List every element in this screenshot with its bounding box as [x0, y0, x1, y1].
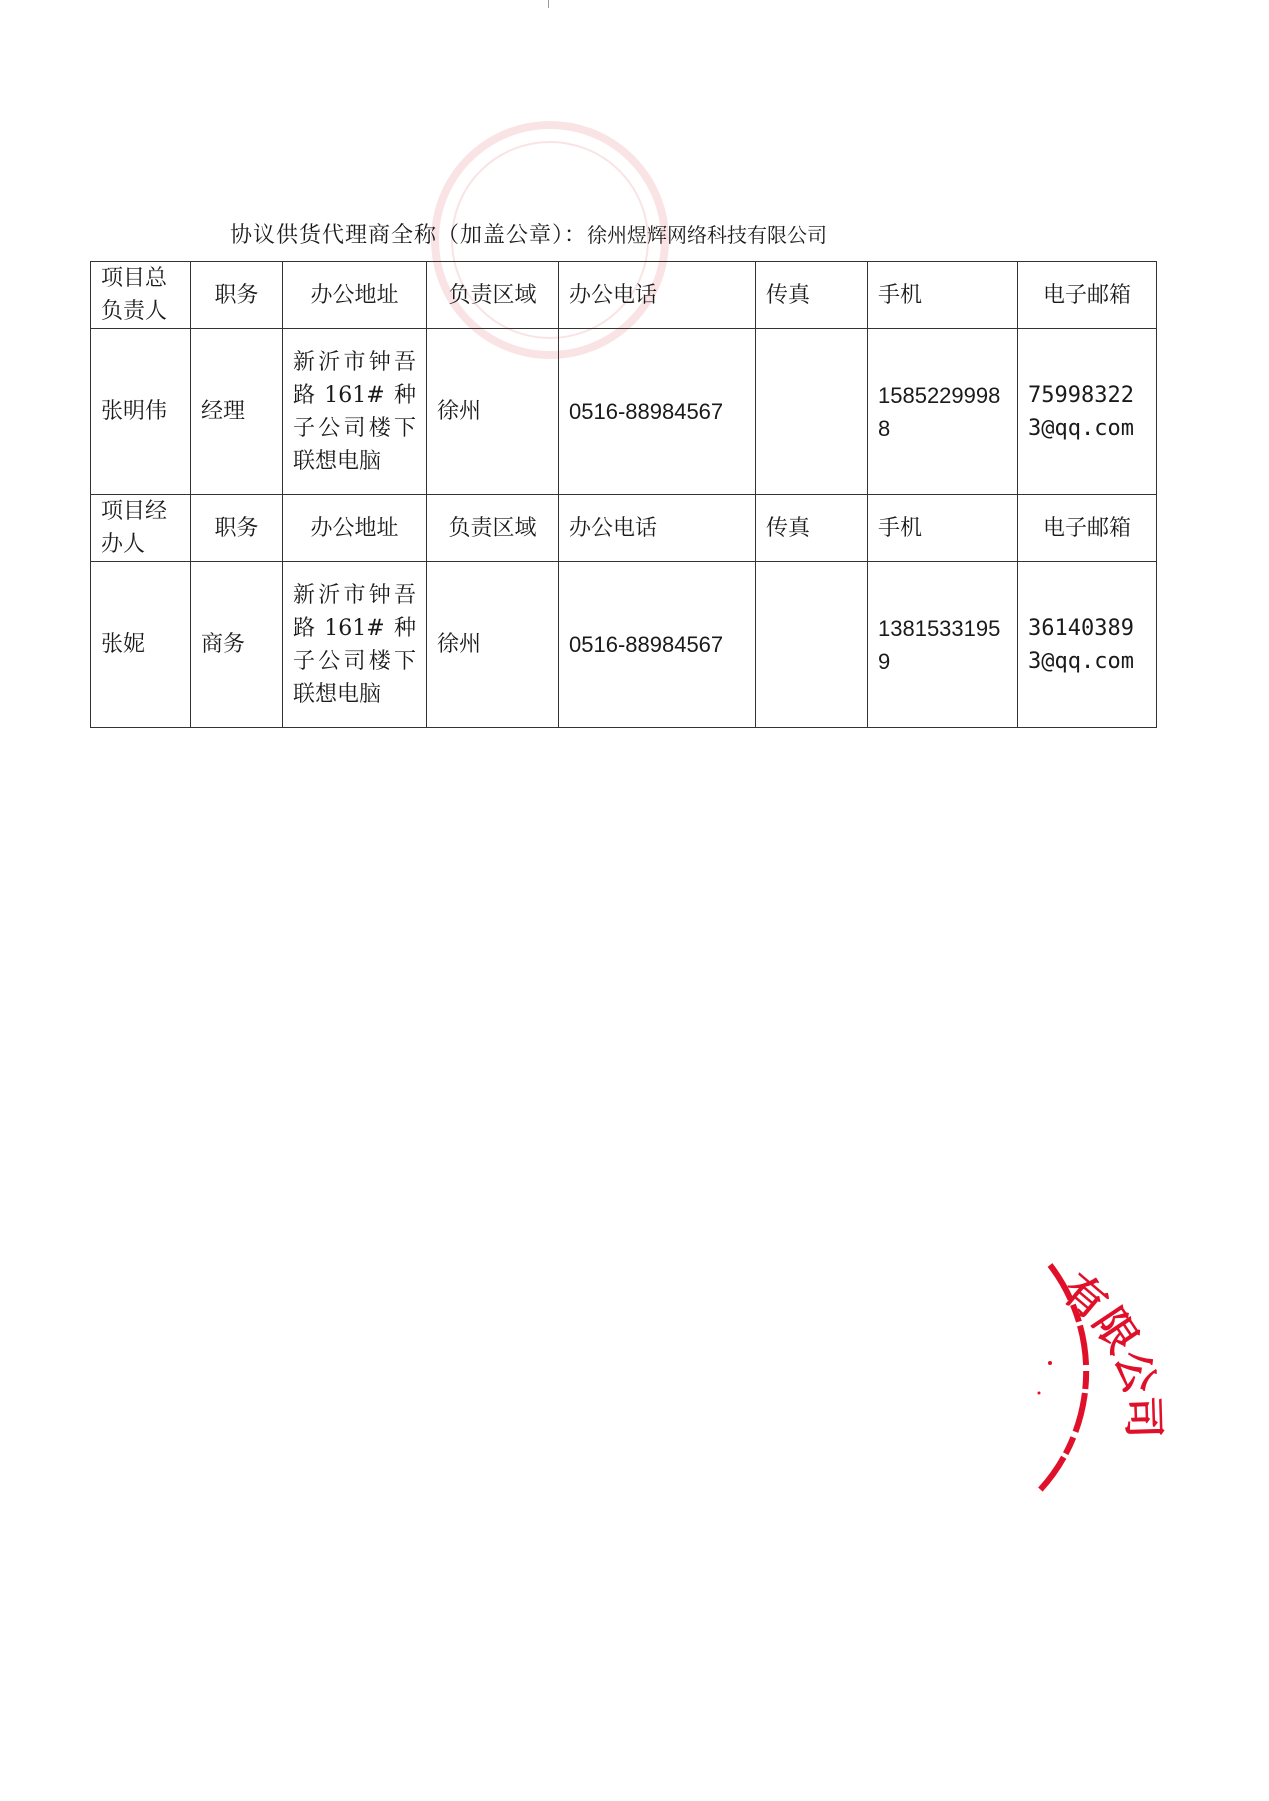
header-position: 职务 [191, 262, 283, 329]
table-header-row-2 [91, 495, 1157, 562]
header-fax-2: 传真 [756, 495, 868, 562]
table-header-row-1 [91, 262, 1157, 329]
manager-name: 张明伟 [91, 329, 191, 495]
header-address-2: 办公地址 [283, 495, 427, 562]
scan-mark [548, 0, 549, 8]
manager-email: 759983223@qq.com [1018, 329, 1157, 495]
manager-mobile: 15852299988 [868, 329, 1018, 495]
header-fax: 传真 [756, 262, 868, 329]
handler-name: 张妮 [91, 562, 191, 728]
header-email: 电子邮箱 [1018, 262, 1157, 329]
header-address: 办公地址 [283, 262, 427, 329]
manager-position: 经理 [191, 329, 283, 495]
handler-region: 徐州 [427, 562, 559, 728]
manager-address: 新沂市钟吾路161#种子公司楼下联想电脑 [283, 329, 427, 495]
manager-fax [756, 329, 868, 495]
page-title [230, 218, 827, 249]
table-row-handler [91, 562, 1157, 728]
header-role-2: 项目经办人 [91, 495, 191, 562]
handler-mobile: 13815331959 [868, 562, 1018, 728]
header-office-phone: 办公电话 [559, 262, 756, 329]
header-position-2: 职务 [191, 495, 283, 562]
contact-table [90, 261, 1157, 728]
header-office-phone-2: 办公电话 [559, 495, 756, 562]
table-row-manager [91, 329, 1157, 495]
handler-position: 商务 [191, 562, 283, 728]
manager-region: 徐州 [427, 329, 559, 495]
header-region-2: 负责区域 [427, 495, 559, 562]
header-role: 项目总负责人 [91, 262, 191, 329]
header-mobile: 手机 [868, 262, 1018, 329]
header-region: 负责区域 [427, 262, 559, 329]
stamp-text: 有限公司 [1053, 1264, 1169, 1439]
header-email-2: 电子邮箱 [1018, 495, 1157, 562]
handler-office-phone: 0516-88984567 [559, 562, 756, 728]
company-name: 徐州煜辉网络科技有限公司 [587, 223, 828, 247]
svg-text:有限公司 [1053, 1264, 1168, 1439]
handler-email: 361403893@qq.com [1018, 562, 1157, 728]
company-seal-stamp [1030, 1230, 1260, 1500]
title-label: 协议供货代理商全称（加盖公章）： [230, 223, 588, 248]
manager-office-phone: 0516-88984567 [559, 329, 756, 495]
header-mobile-2: 手机 [868, 495, 1018, 562]
handler-fax [756, 562, 868, 728]
handler-address: 新沂市钟吾路161#种子公司楼下联想电脑 [283, 562, 427, 728]
